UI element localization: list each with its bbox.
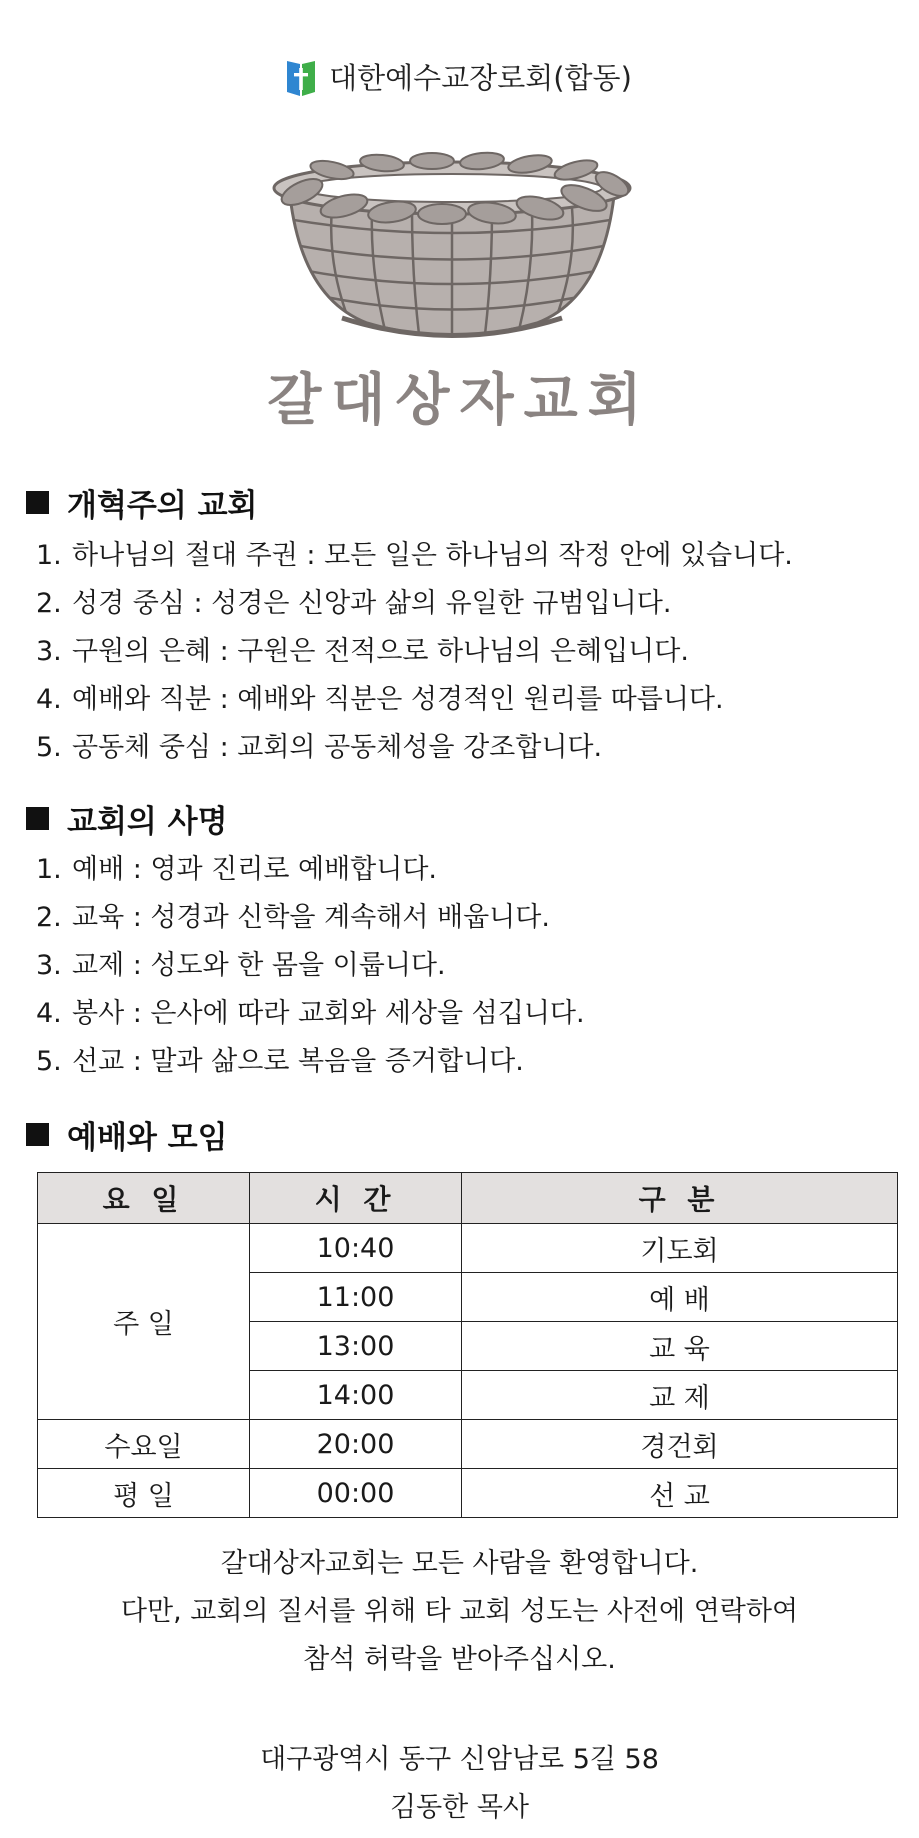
- header-day: 요 일: [38, 1173, 250, 1224]
- item-number: 2.: [36, 902, 62, 933]
- time-cell: 10:40: [250, 1224, 462, 1273]
- item-text: 교제 : 성도와 한 몸을 이룹니다.: [72, 950, 446, 981]
- item-text: 구원의 은혜 : 구원은 전적으로 하나님의 은혜입니다.: [72, 636, 689, 667]
- header-category: 구 분: [462, 1173, 898, 1224]
- list-item: [36, 580, 793, 628]
- denomination-name: 대한예수교장로회(합동): [329, 61, 632, 95]
- table-row: [38, 1224, 898, 1273]
- item-text: 교육 : 성경과 신학을 계속해서 배웁니다.: [72, 902, 550, 933]
- list-item: [36, 942, 585, 990]
- item-text: 예배와 직분 : 예배와 직분은 성경적인 원리를 따릅니다.: [72, 684, 724, 715]
- item-number: 4.: [36, 684, 62, 715]
- worship-schedule-table: [37, 1172, 898, 1518]
- item-number: 1.: [36, 854, 62, 885]
- time-cell: 11:00: [250, 1273, 462, 1322]
- time-cell: 20:00: [250, 1420, 462, 1469]
- section-title-text: 교회의 사명: [67, 804, 228, 840]
- denomination-header: [0, 56, 919, 97]
- item-text: 하나님의 절대 주권 : 모든 일은 하나님의 작정 안에 있습니다.: [72, 540, 793, 571]
- category-cell: 선 교: [462, 1469, 898, 1518]
- cross-book-icon: [287, 58, 315, 96]
- item-text: 선교 : 말과 삶으로 복음을 증거합니다.: [72, 1046, 524, 1077]
- church-name: 갈대상자교회: [267, 368, 652, 433]
- table-row: [38, 1469, 898, 1518]
- item-text: 봉사 : 은사에 따라 교회와 세상을 섬깁니다.: [72, 998, 585, 1029]
- time-cell: 14:00: [250, 1371, 462, 1420]
- item-text: 성경 중심 : 성경은 신앙과 삶의 유일한 규범입니다.: [72, 588, 672, 619]
- list-item: [36, 628, 793, 676]
- item-number: 5.: [36, 1046, 62, 1077]
- section-title-text: 예배와 모임: [67, 1120, 228, 1156]
- section-title-reformed: [26, 480, 257, 525]
- list-item: [36, 532, 793, 580]
- item-number: 5.: [36, 732, 62, 763]
- item-number: 1.: [36, 540, 62, 571]
- time-cell: 13:00: [250, 1322, 462, 1371]
- day-cell: 평 일: [38, 1469, 250, 1518]
- item-number: 4.: [36, 998, 62, 1029]
- list-item: [36, 724, 793, 772]
- item-text: 예배 : 영과 진리로 예배합니다.: [72, 854, 437, 885]
- church-footer: [0, 1736, 919, 1832]
- time-cell: 00:00: [250, 1469, 462, 1518]
- notice-line: 다만, 교회의 질서를 위해 타 교회 성도는 사전에 연락하여: [120, 1596, 799, 1627]
- category-cell: 경건회: [462, 1420, 898, 1469]
- notice-line: 참석 허락을 받아주십시오.: [303, 1644, 616, 1675]
- welcome-notice: [0, 1540, 919, 1684]
- woven-basket-icon: [272, 148, 632, 348]
- item-number: 3.: [36, 636, 62, 667]
- category-cell: 기도회: [462, 1224, 898, 1273]
- section-title-worship: [26, 1112, 228, 1157]
- square-bullet-icon: [26, 491, 49, 514]
- list-item: [36, 1038, 585, 1086]
- table-row: [38, 1420, 898, 1469]
- list-item: [36, 676, 793, 724]
- header-time: 시 간: [250, 1173, 462, 1224]
- reformed-list: [36, 532, 793, 772]
- pastor-name: 김동한 목사: [390, 1792, 529, 1823]
- list-item: [36, 894, 585, 942]
- item-number: 2.: [36, 588, 62, 619]
- item-text: 공동체 중심 : 교회의 공동체성을 강조합니다.: [72, 732, 603, 763]
- list-item: [36, 846, 585, 894]
- list-item: [36, 990, 585, 1038]
- day-cell: 주 일: [38, 1224, 250, 1420]
- category-cell: 예 배: [462, 1273, 898, 1322]
- church-address: 대구광역시 동구 신암남로 5길 58: [260, 1744, 659, 1775]
- category-cell: 교 제: [462, 1371, 898, 1420]
- section-title-text: 개혁주의 교회: [67, 488, 258, 524]
- notice-line: 갈대상자교회는 모든 사람을 환영합니다.: [220, 1548, 699, 1579]
- table-header-row: [38, 1173, 898, 1224]
- category-cell: 교 육: [462, 1322, 898, 1371]
- square-bullet-icon: [26, 1123, 49, 1146]
- section-title-mission: [26, 796, 228, 841]
- day-cell: 수요일: [38, 1420, 250, 1469]
- item-number: 3.: [36, 950, 62, 981]
- square-bullet-icon: [26, 807, 49, 830]
- mission-list: [36, 846, 585, 1086]
